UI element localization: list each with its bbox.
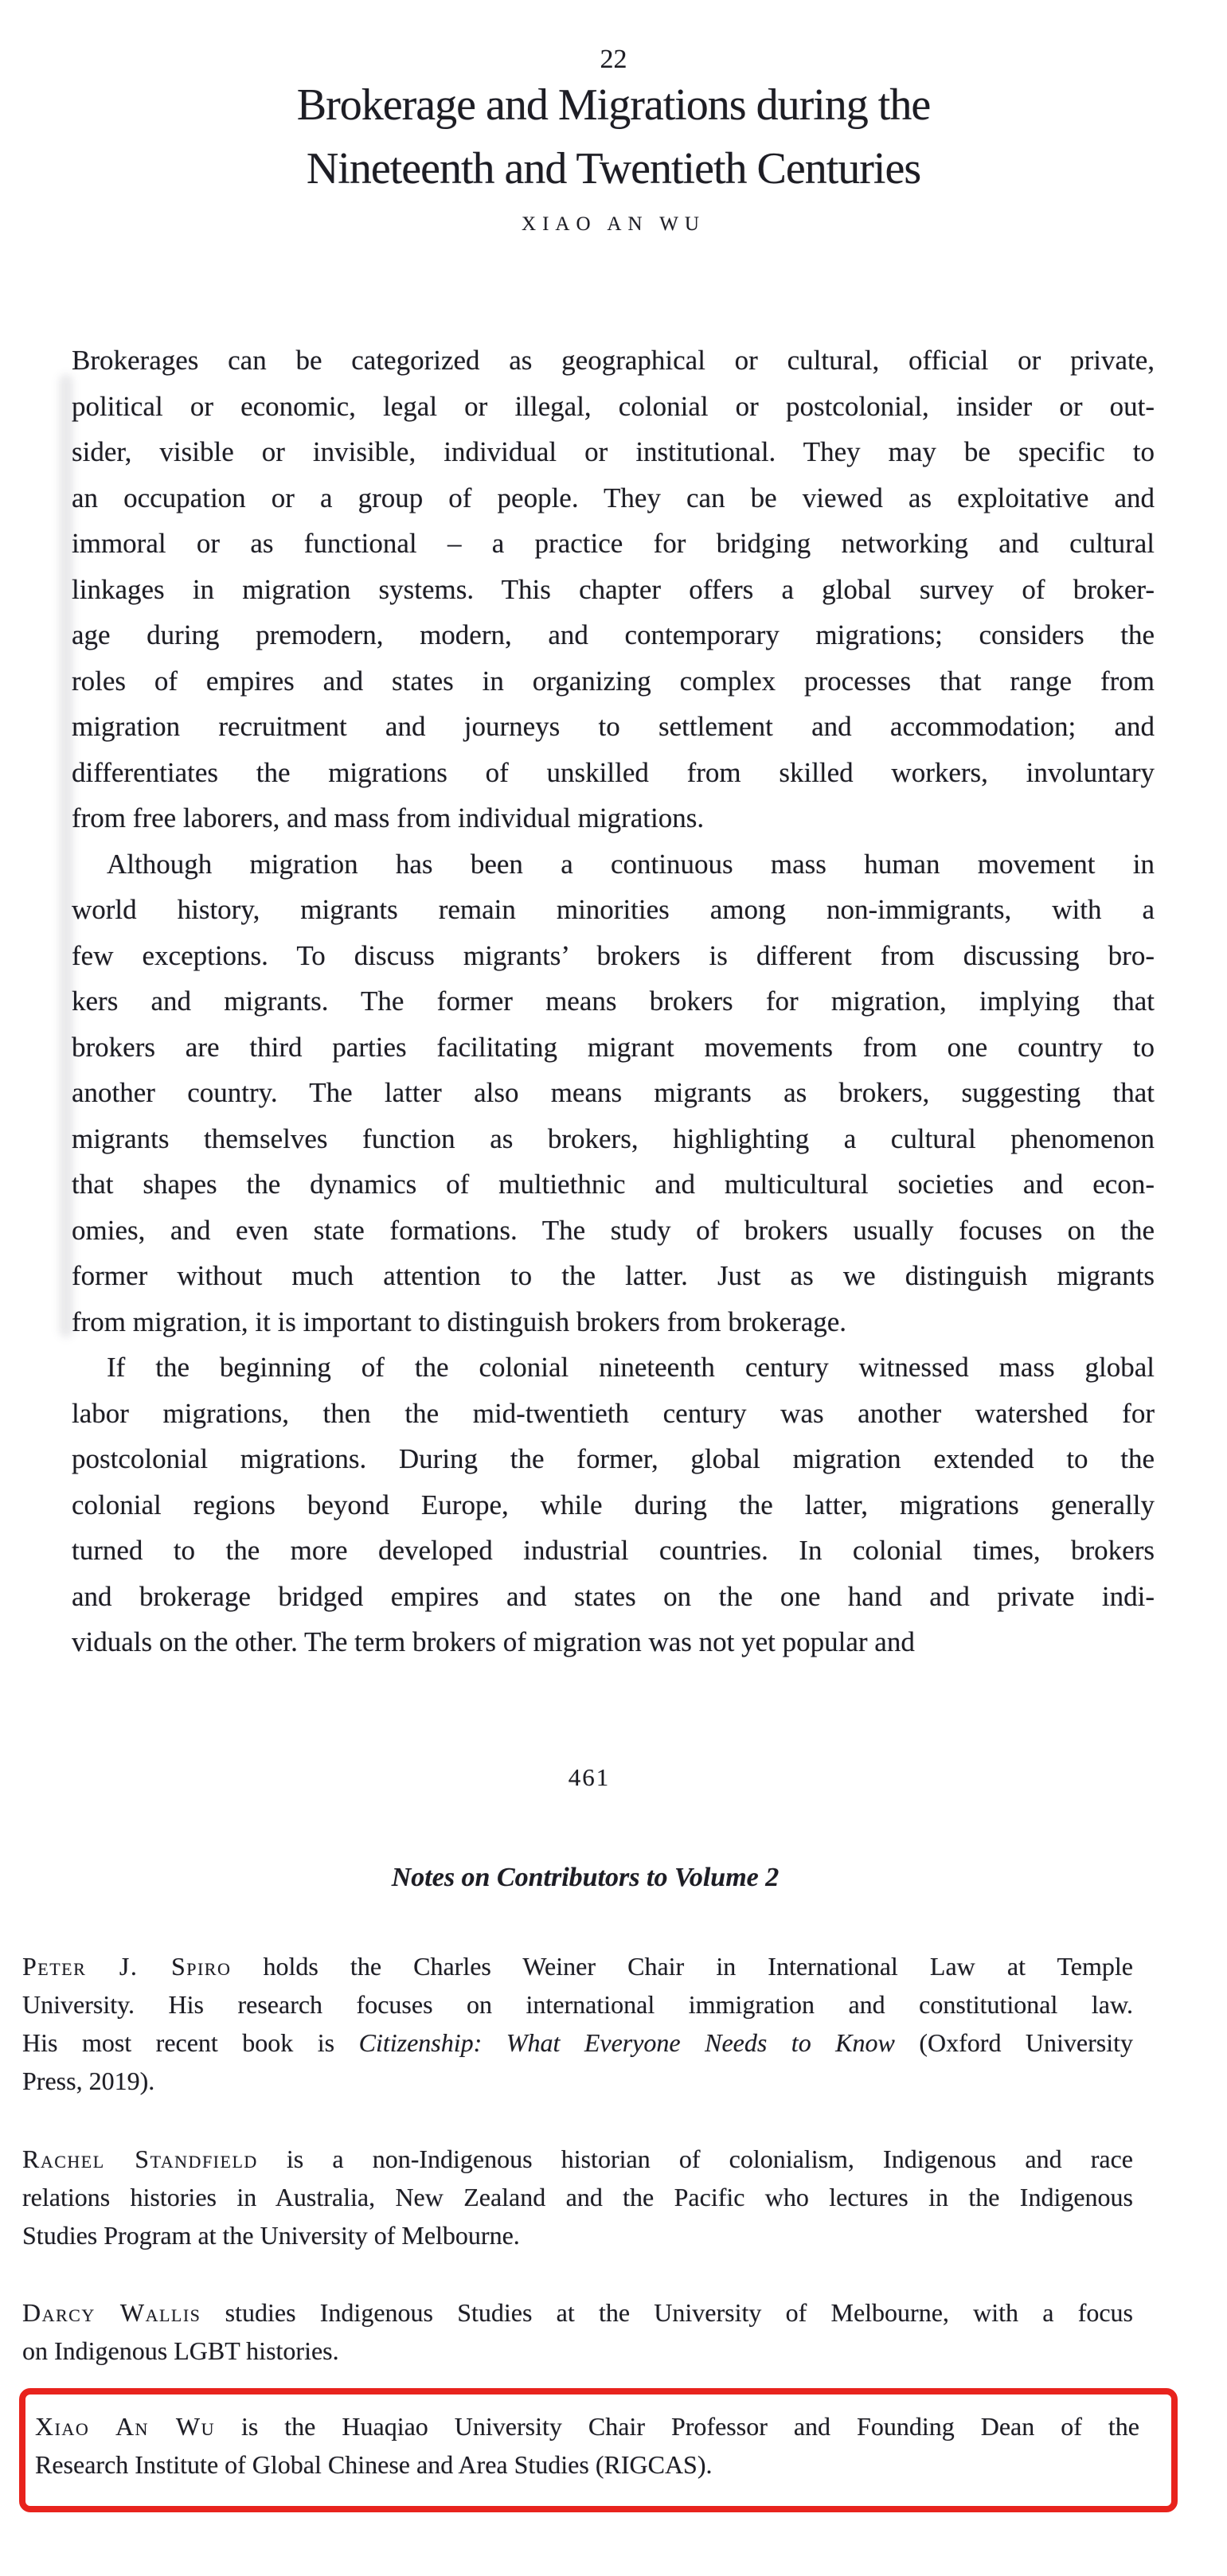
text-line: Studies Program at the University of Melbourne. bbox=[22, 2221, 520, 2250]
text-line: and brokerage bridged empires and states on the one hand and private indi- bbox=[72, 1580, 1155, 1612]
text-line: University. His research focuses on international immigration and constitutional law. bbox=[22, 1990, 1133, 2019]
text-line: Rachel Standfield is a non-Indigenous historian of colonialism, Indigenous and race bbox=[22, 2145, 1133, 2173]
chapter-page-number: 22 bbox=[600, 45, 627, 74]
text-line: Although migration has been a continuous mass human movement in bbox=[107, 848, 1155, 880]
text-line: Peter J. Spiro holds the Charles Weiner Chair in International Law at Temple bbox=[22, 1952, 1133, 1981]
contributors-page-number: 461 bbox=[568, 1763, 611, 1791]
text-line: migration recruitment and journeys to settlement and accommodation; and bbox=[72, 711, 1155, 742]
text-line: omies, and even state formations. The study of brokers usually focuses on the bbox=[72, 1214, 1155, 1246]
text-line: Darcy Wallis studies Indigenous Studies at the University of Melbourne, with a focus bbox=[22, 2298, 1134, 2327]
text-line: colonial regions beyond Europe, while during the latter, migrations generally bbox=[72, 1489, 1155, 1520]
text-line: age during premodern, modern, and contemporary migrations; considers the bbox=[72, 619, 1155, 650]
text-line: His most recent book is Citizenship: What Everyone Needs to Know (Oxford University bbox=[22, 2028, 1134, 2057]
text-line: Brokerages can be categorized as geographical or cultural, official or private, bbox=[72, 345, 1155, 376]
body-paragraph-2 bbox=[72, 841, 1155, 1345]
text-line: that shapes the dynamics of multiethnic and multicultural societies and econ- bbox=[72, 1169, 1155, 1200]
text-line: from migration, it is important to distinguish brokers from brokerage. bbox=[72, 1306, 847, 1337]
text-line: migrants themselves function as brokers, highlighting a cultural phenomenon bbox=[72, 1122, 1155, 1154]
text-line: immoral or as functional – a practice for bridging networking and cultural bbox=[72, 528, 1155, 559]
highlight-annotation-box bbox=[19, 2388, 1178, 2512]
chapter-author: XIAO AN WU bbox=[522, 213, 705, 235]
text-line: differentiates the migrations of unskilled from skilled workers, involuntary bbox=[72, 756, 1155, 788]
text-line: on Indigenous LGBT histories. bbox=[22, 2336, 339, 2365]
text-line: turned to the more developed industrial countries. In colonial times, brokers bbox=[72, 1535, 1155, 1566]
text-line: another country. The latter also means migrants as brokers, suggesting that bbox=[72, 1077, 1155, 1108]
contributor-bio-rachel-standfield bbox=[22, 2140, 1133, 2254]
body-paragraph-1 bbox=[72, 338, 1155, 841]
chapter-title-line-1: Brokerage and Migrations during the bbox=[296, 80, 931, 130]
text-line: postcolonial migrations. During the former, global migration extended to the bbox=[72, 1443, 1155, 1474]
text-line: relations histories in Australia, New Zealand and the Pacific who lectures in the Indigenous bbox=[22, 2183, 1133, 2211]
text-line: viduals on the other. The term brokers of migration was not yet popular and bbox=[72, 1626, 915, 1657]
text-line: world history, migrants remain minorities among non-immigrants, with a bbox=[72, 894, 1155, 925]
body-paragraph-3 bbox=[72, 1345, 1155, 1665]
chapter-title-line-2: Nineteenth and Twentieth Centuries bbox=[306, 144, 921, 193]
text-line: former without much attention to the latter. Just as we distinguish migrants bbox=[72, 1260, 1155, 1291]
text-line: roles of empires and states in organizing complex processes that range from bbox=[72, 665, 1155, 697]
chapter-title bbox=[0, 73, 1227, 201]
text-line: from free laborers, and mass from individual migrations. bbox=[72, 802, 705, 833]
text-line: political or economic, legal or illegal, colonial or postcolonial, insider or out- bbox=[72, 390, 1155, 422]
text-line: sider, visible or invisible, individual or institutional. They may be specific to bbox=[72, 436, 1155, 467]
text-line: Research Institute of Global Chinese and Area Studies (RIGCAS). bbox=[35, 2450, 713, 2479]
text-line: Press, 2019). bbox=[22, 2067, 155, 2095]
text-line: few exceptions. To discuss migrants’ brokers is different from discussing bro- bbox=[72, 939, 1155, 971]
chapter-body bbox=[72, 338, 1155, 1665]
contributor-bio-xiao-an-wu bbox=[35, 2407, 1139, 2484]
text-line: kers and migrants. The former means brokers for migration, implying that bbox=[72, 986, 1155, 1017]
text-line: Xiao An Wu is the Huaqiao University Chair Professor and Founding Dean of the bbox=[35, 2412, 1139, 2441]
contributors-heading: Notes on Contributors to Volume 2 bbox=[391, 1863, 780, 1892]
text-line: linkages in migration systems. This chapter offers a global survey of broker- bbox=[72, 573, 1155, 605]
contributor-bio-peter-spiro bbox=[22, 1947, 1133, 2100]
contributor-bio-darcy-wallis bbox=[22, 2293, 1133, 2370]
text-line: brokers are third parties facilitating migrant movements from one country to bbox=[72, 1031, 1155, 1063]
text-line: If the beginning of the colonial nineteenth century witnessed mass global bbox=[107, 1352, 1155, 1383]
text-line: an occupation or a group of people. They can be viewed as exploitative and bbox=[72, 482, 1155, 513]
text-line: labor migrations, then the mid-twentieth century was another watershed for bbox=[72, 1397, 1155, 1429]
